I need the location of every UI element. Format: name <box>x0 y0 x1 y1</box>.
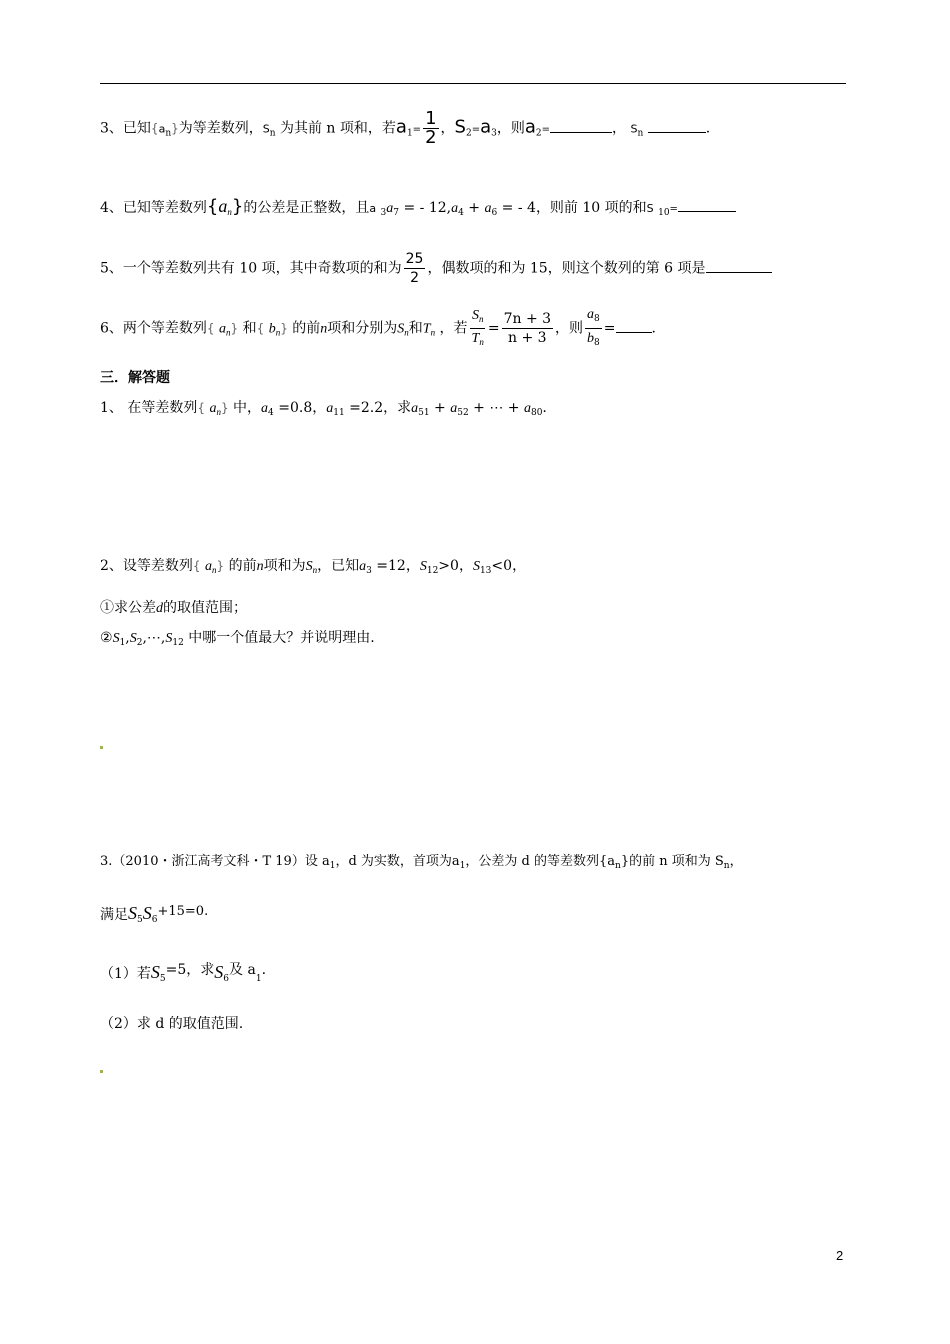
q3-end: . <box>705 120 711 137</box>
header-rule <box>100 83 846 84</box>
p2-sub2-lead: ② <box>100 630 113 646</box>
problem-2: 2、设等差数列{ $a_n$} 的前n项和为$S_n$，已知$a_3 =12$，$S_{12}>0$，$S_{13}<0$， <box>100 558 527 576</box>
q3-answer-blank-1[interactable] <box>550 132 612 133</box>
p2-text-3: ，已知 <box>317 558 360 574</box>
p2-lead: 2、设等差数列 <box>100 558 193 574</box>
p2-lt-sign: < <box>491 558 504 574</box>
p1-text-1: 中， <box>233 400 262 416</box>
q5-frac-num: 25 <box>405 251 424 267</box>
q6-lhs-fraction: $\frac{S_n}{T_n}$ <box>471 308 484 347</box>
p2-sub1-lead: ①求公差 <box>100 600 156 616</box>
q5-lead: 5、一个等差数列共有 10 项，其中奇数项的和为 <box>100 260 402 277</box>
q4-eq-sign: = <box>669 204 678 215</box>
p3-q1-lead: （1）若 <box>100 966 151 982</box>
q5-text-1: ，偶数项的和为 15，则这个数列的第 6 项是 <box>427 260 706 277</box>
p3-condition-lead: 满足 <box>100 907 128 923</box>
q6-text-2: 的前 <box>292 320 321 337</box>
q4-equation-2: = - 4 <box>501 200 536 216</box>
p3-condition-tail: +15=0. <box>157 904 209 919</box>
problem-1: 1、 在等差数列{ $a_n$} 中，$a_4 =0.8$，$a_{11} =2.2$，求$a_{51} + a_{52}$ + ⋯ + $a_{80}$. <box>100 400 547 418</box>
q6-rhs-den: n + 3 <box>508 330 547 346</box>
p2-sub1-tail: 的取值范围； <box>163 600 247 616</box>
problem-3-part-2: （2）求 d 的取值范围. <box>100 1016 244 1032</box>
page-number: 2 <box>836 1248 844 1263</box>
p3-q1-tail: 及 a <box>229 962 256 978</box>
q3-text-1: 为等差数列， <box>178 120 263 137</box>
p3-text-1: ，d 为实数，首项为 <box>335 854 452 869</box>
q3-answer-blank-2[interactable] <box>648 132 706 133</box>
q6-text-5: ，若 <box>439 320 468 337</box>
problem-3: 3.（2010・浙江高考文科・T 19）设 $a_1$，d 为实数，首项为$a_1$，公差为 d 的等差数列$\{a_n\}$的前 n 项和为 $S_n$， <box>100 854 743 871</box>
q4-lead: 4、已知等差数列 <box>100 200 207 216</box>
question-4: 4、已知等差数列$\{a_n\}$的公差是正整数，且a $_3a_7$ = - $12,a_4 + a_6$ = - 4，则前 10 项的和S $_{10}$= <box>100 196 736 223</box>
q3-text-2: 为其前 n 项和，若 <box>279 120 396 137</box>
q6-text-4: 和 <box>408 320 423 337</box>
q3-lead: 3、已知 <box>100 120 151 137</box>
p2-sub2-tail: 中哪一个值最大？并说明理由. <box>188 630 375 646</box>
marker-dot <box>100 746 103 749</box>
q4-text-2: ，则前 10 项的和 <box>535 200 647 216</box>
q6-answer-blank[interactable] <box>616 332 652 333</box>
p2-value-1: =12 <box>376 558 406 574</box>
problem-2-part-1: ①求公差d的取值范围； <box>100 600 247 616</box>
p2-gt-sign: > <box>438 558 451 574</box>
question-6: 6、两个等差数列{ $a_n$} 和{ $b_n$} 的前n项和分别为$S_n$和$T_n$ ，若 $\frac{S_n}{T_n}$ = $\frac{7n + 3}{n + 3}$ ，则 $\frac{a_8}{b_8}$ = . <box>100 305 656 352</box>
q3-text-4: ，则 <box>496 120 525 137</box>
q3-text-3: ， <box>440 120 455 137</box>
q4-equation-1: = - 12, <box>403 200 452 216</box>
p3-text-3: }的前 n 项和为 S <box>620 854 724 869</box>
q6-lead: 6、两个等差数列 <box>100 320 207 337</box>
marker-dot-2 <box>100 1070 103 1073</box>
p1-text-2: ，求 <box>383 400 412 416</box>
q4-answer-blank[interactable] <box>678 211 736 212</box>
problem-2-part-2: $②S_1,S_2,\cdots,S_{12}$ 中哪一个值最大？并说明理由. <box>100 630 375 648</box>
q6-text-6: ，则 <box>555 320 584 337</box>
q4-text-1: 的公差是正整数，且 <box>243 200 370 216</box>
problem-3-condition: 满足$S_5S_6+15=0$. <box>100 903 209 925</box>
p2-text-2: 项和为 <box>263 558 306 574</box>
question-5 <box>100 250 772 287</box>
section-heading: 三．解答题 <box>100 370 170 386</box>
q6-end: . <box>651 320 656 337</box>
q6-rhs-fraction <box>502 310 553 347</box>
p1-end: . <box>542 400 547 416</box>
q6-text-1: 和 <box>242 320 257 337</box>
p3-text-2: ，公差为 d 的等差数列{a <box>465 854 616 869</box>
q3-frac-den: 2 <box>425 127 437 148</box>
p2-zero-1: 0 <box>450 558 459 574</box>
q5-frac-den: 2 <box>410 270 419 286</box>
problem-3-part-1: （1）若$S_5=5$，求$S_6$及 $a_1$. <box>100 962 267 984</box>
q6-text-3: 项和分别为 <box>327 320 398 337</box>
p1-ellipsis: + ⋯ + <box>473 400 520 416</box>
q3-text-5: ， <box>612 120 626 137</box>
p2-zero-2: 0 <box>503 558 513 574</box>
p1-lead: 1、 在等差数列 <box>100 400 198 416</box>
q6-ratio-fraction: $\frac{a_8}{b_8}$ <box>587 307 600 348</box>
p1-value-2: =2.2 <box>349 400 384 416</box>
q6-rhs-num: 7n + 3 <box>503 311 552 327</box>
q5-fraction <box>404 250 426 287</box>
question-3: 3、已知$\{a_n\}$为等差数列，$S_n$ 为其前 n 项和，若$a_1=$ $\frac{1}{2}$ ，$S_2=a_3$，则$a_2=$ ， $S_n$ . <box>100 108 711 148</box>
p3-q1-mid: =5，求 <box>165 962 215 978</box>
q3-frac-num: 1 <box>425 108 437 129</box>
q3-fraction <box>423 110 438 147</box>
q5-answer-blank[interactable] <box>706 272 772 273</box>
p3-text-4: ， <box>729 854 743 869</box>
p2-text-1: 的前 <box>228 558 257 574</box>
p1-value-1: =0.8 <box>278 400 313 416</box>
p3-lead: 3.（2010・浙江高考文科・T 19）设 a <box>100 854 330 869</box>
